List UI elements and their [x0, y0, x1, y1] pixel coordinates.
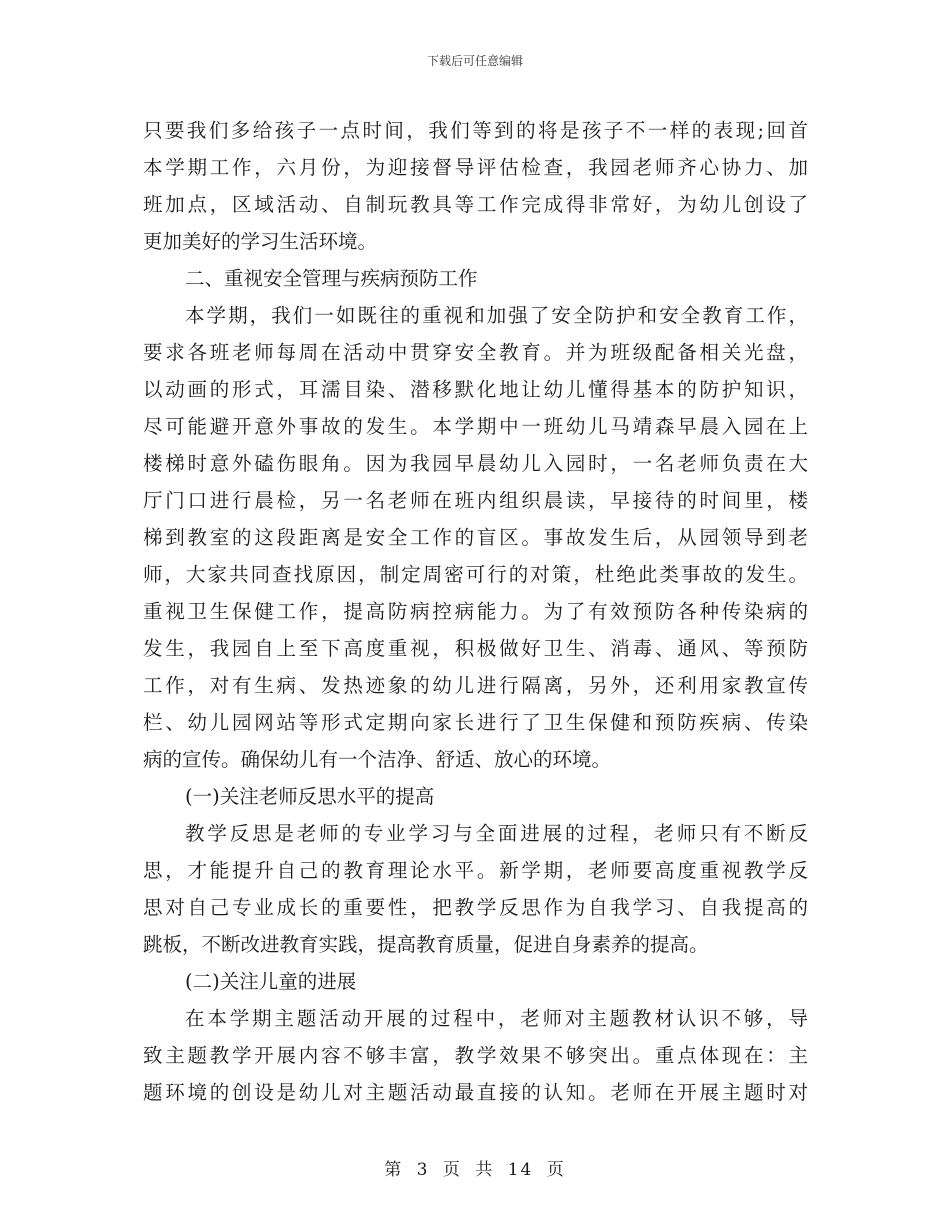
text-line: 师，大家共同查找原因，制定周密可行的对策，杜绝此类事故的发生。 [143, 563, 808, 586]
text-line: (二)关注儿童的进展 [185, 970, 357, 993]
text-line: 厅门口进行晨检，另一名老师在班内组织晨读，早接待的时间里，楼 [143, 489, 808, 512]
footer-page-label: 页 [442, 1160, 462, 1180]
page-footer [0, 1155, 950, 1180]
text-line: 思对自己专业成长的重要性，把教学反思作为自我学习、自我提高的 [143, 896, 808, 919]
footer-total-pages: 14 [507, 1160, 534, 1180]
text-line: 二、重视安全管理与疾病预防工作 [185, 267, 478, 290]
text-line: 教学反思是老师的专业学习与全面进展的过程，老师只有不断反 [185, 822, 808, 845]
text-line: 班加点，区域活动、自制玩教具等工作完成得非常好，为幼儿创设了 [143, 193, 808, 216]
footer-current-page: 3 [416, 1160, 430, 1180]
text-line: 尽可能避开意外事故的发生。本学期中一班幼儿马靖森早晨入园在上 [143, 415, 808, 438]
text-line: 梯到教室的这段距离是安全工作的盲区。事故发生后，从园领导到老 [143, 526, 808, 549]
text-line: (一)关注老师反思水平的提高 [185, 785, 435, 808]
text-line: 在本学期主题活动开展的过程中，老师对主题教材认识不够，导 [185, 1007, 808, 1030]
footer-suffix: 页 [546, 1160, 566, 1180]
document-body [143, 112, 808, 1111]
text-line: 要求各班老师每周在活动中贯穿安全教育。并为班级配备相关光盘， [143, 341, 808, 364]
text-line: 只要我们多给孩子一点时间，我们等到的将是孩子不一样的表现;回首 [143, 119, 808, 142]
footer-prefix: 第 [384, 1160, 404, 1180]
text-line: 病的宣传。确保幼儿有一个洁净、舒适、放心的环境。 [143, 748, 612, 771]
text-line: 题环境的创设是幼儿对主题活动最直接的认知。老师在开展主题时对 [143, 1081, 808, 1104]
text-line: 思，才能提升自己的教育理论水平。新学期，老师要高度重视教学反 [143, 859, 808, 882]
text-line: 本学期，我们一如既往的重视和加强了安全防护和安全教育工作， [185, 304, 808, 327]
text-line: 本学期工作，六月份，为迎接督导评估检查，我园老师齐心协力、加 [143, 156, 808, 179]
text-line: 发生，我园自上至下高度重视，积极做好卫生、消毒、通风、等预防 [143, 637, 808, 660]
text-line: 更加美好的学习生活环境。 [143, 230, 378, 253]
text-line: 重视卫生保健工作，提高防病控病能力。为了有效预防各种传染病的 [143, 600, 808, 623]
text-line: 跳板，不断改进教育实践，提高教育质量，促进自身素养的提高。 [143, 933, 709, 956]
text-line: 工作，对有生病、发热迹象的幼儿进行隔离，另外，还利用家教宣传 [143, 674, 808, 697]
text-line: 栏、幼儿园网站等形式定期向家长进行了卫生保健和预防疾病、传染 [143, 711, 808, 734]
text-line: 楼梯时意外磕伤眼角。因为我园早晨幼儿入园时，一名老师负责在大 [143, 452, 808, 475]
footer-total-label: 共 [475, 1160, 495, 1180]
text-line: 致主题教学开展内容不够丰富，教学效果不够突出。重点体现在：主 [143, 1044, 808, 1067]
header-note: 下载后可任意编辑 [426, 54, 523, 68]
text-line: 以动画的形式，耳濡目染、潜移默化地让幼儿懂得基本的防护知识， [143, 378, 808, 401]
